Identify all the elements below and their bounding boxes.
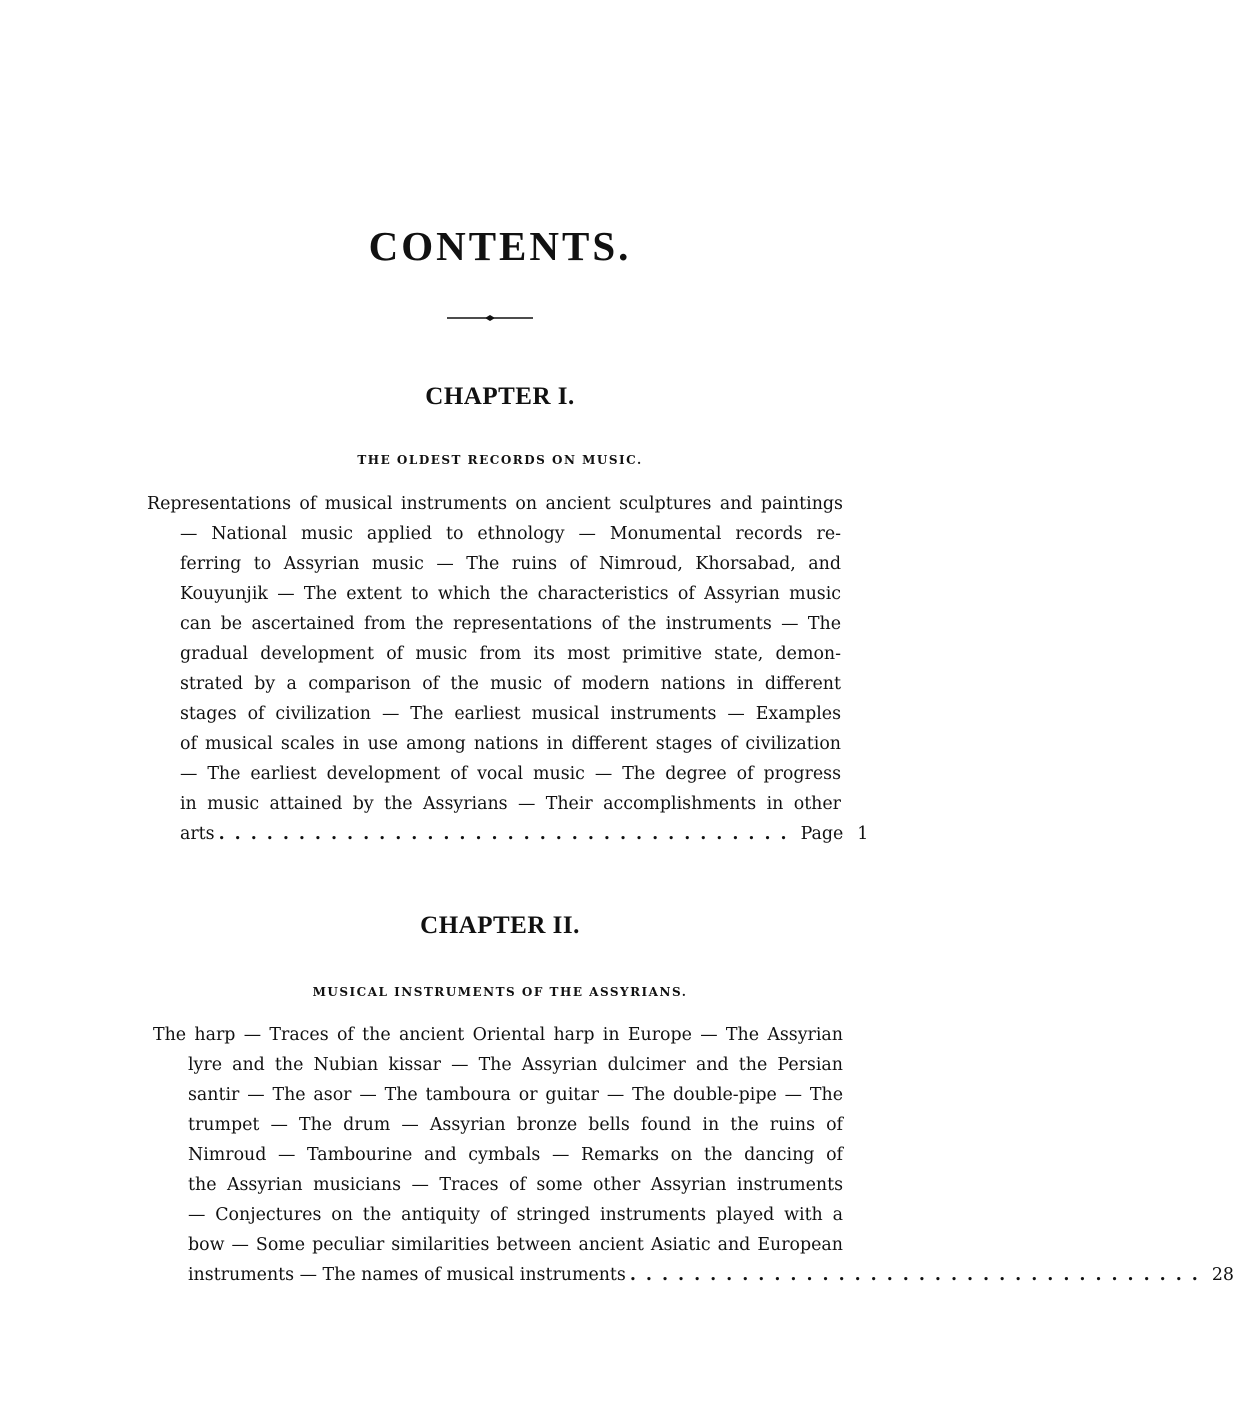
contents-line: santir — The asor — The tamboura or guitar — The double-pipe — The <box>188 1085 843 1105</box>
contents-line: arts <box>180 824 215 844</box>
contents-line: — National music applied to ethnology — Monumental records re- <box>180 524 841 544</box>
page-title: CONTENTS. <box>368 223 632 269</box>
dot-leader: .................................... <box>629 1265 1208 1285</box>
contents-entry-last-line <box>188 1260 1234 1290</box>
contents-line: lyre and the Nubian kissar — The Assyrian dulcimer and the Persian <box>188 1055 843 1075</box>
contents-line: in music attained by the Assyrians — Their accomplishments in other <box>180 794 841 814</box>
contents-line: bow — Some peculiar similarities between ancient Asiatic and European <box>188 1235 843 1255</box>
contents-line: The harp — Traces of the ancient Oriental harp in Europe — The Assyrian <box>153 1025 843 1045</box>
contents-line: trumpet — The drum — Assyrian bronze bells found in the ruins of <box>188 1115 843 1135</box>
contents-line: — Conjectures on the antiquity of stringed instruments played with a <box>188 1205 843 1225</box>
contents-entry-last-line <box>180 819 869 849</box>
dot-leader: .................................... <box>218 824 797 844</box>
contents-line: Kouyunjik — The extent to which the characteristics of Assyrian music <box>180 584 841 604</box>
page-number: 28 <box>1211 1265 1234 1285</box>
chapter-subtitle: MUSICAL INSTRUMENTS OF THE ASSYRIANS. <box>312 985 688 999</box>
contents-line: stages of civilization — The earliest musical instruments — Examples <box>180 704 841 724</box>
chapter-heading: CHAPTER II. <box>420 912 580 939</box>
contents-line: Representations of musical instruments on ancient sculptures and paintings <box>147 494 843 514</box>
contents-line: of musical scales in use among nations in different stages of civilization <box>180 734 841 754</box>
contents-line: instruments — The names of musical instruments <box>188 1265 626 1285</box>
divider-ornament <box>447 314 533 322</box>
page-label: Page <box>800 824 844 844</box>
contents-line: gradual development of music from its most primitive state, demon- <box>180 644 841 664</box>
chapter-subtitle: THE OLDEST RECORDS ON MUSIC. <box>357 453 643 467</box>
contents-line: ferring to Assyrian music — The ruins of Nimroud, Khorsabad, and <box>180 554 841 574</box>
contents-line: can be ascertained from the representations of the instruments — The <box>180 614 841 634</box>
contents-line: the Assyrian musicians — Traces of some other Assyrian instruments <box>188 1175 843 1195</box>
page-number: 1 <box>857 824 869 844</box>
contents-line: — The earliest development of vocal music — The degree of progress <box>180 764 841 784</box>
contents-line: Nimroud — Tambourine and cymbals — Remarks on the dancing of <box>188 1145 843 1165</box>
contents-line: strated by a comparison of the music of modern nations in different <box>180 674 841 694</box>
chapter-heading: CHAPTER I. <box>425 383 575 410</box>
